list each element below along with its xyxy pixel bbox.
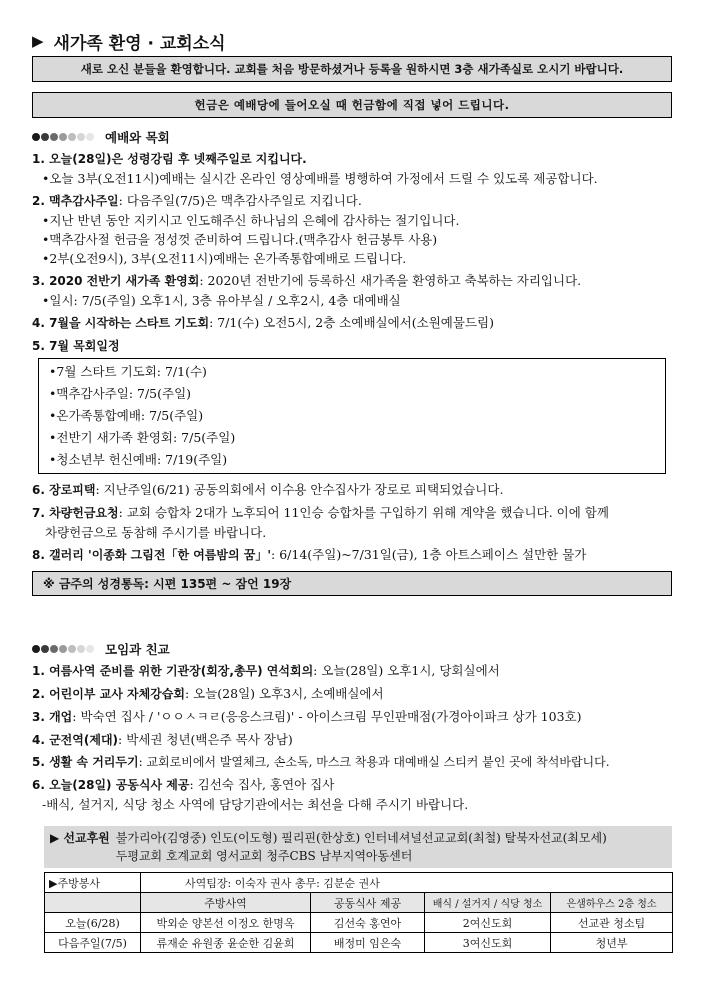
item-text: : 지난주일(6/21) 공동의회에서 이수용 안수집사가 장로로 피택되었습니다. xyxy=(95,482,504,497)
item-title: 2. 맥추감사주일 xyxy=(32,194,119,208)
mission-label: ▶ 선교후원 xyxy=(50,831,110,845)
table-cell: 2여신도회 xyxy=(425,913,551,933)
item-title: 7. 차량헌금요청 xyxy=(32,506,119,520)
item-text: : 김선숙 집사, 홍연아 집사 xyxy=(189,777,335,792)
worship-item-3 xyxy=(32,271,672,291)
item-text: : 박숙연 집사 / 'ㅇㅇㅅㅋㄹ(응응스크림)' - 아이스크림 무인판매점(가경아이파크 상가 103호) xyxy=(72,709,582,724)
worship-item-2-sub: •지난 반년 동안 지키시고 인도해주신 하나님의 은혜에 감사하는 절기입니다. xyxy=(42,213,460,228)
table-cell: 김선숙 홍연아 xyxy=(311,913,425,933)
item-title: 4. 7월을 시작하는 스타트 기도회 xyxy=(32,316,210,330)
welcome-notice: 새로 오신 분들을 환영합니다. 교회를 처음 방문하셨거나 등록을 원하시면 3층 새가족실로 오시기 바랍니다. xyxy=(32,56,672,82)
column-header: 공동식사 제공 xyxy=(311,893,425,913)
item-title: 5. 7월 목회일정 xyxy=(32,339,120,353)
dot-icon xyxy=(59,645,67,653)
dot-icon xyxy=(77,133,85,141)
table-header-row xyxy=(45,893,673,913)
dot-icon xyxy=(77,645,85,653)
table-row xyxy=(45,873,673,893)
dot-icon xyxy=(59,133,67,141)
mission-line: 불가리아(김영중) 인도(이도형) 필리핀(한상호) 인터네셔널선교교회(최철) 탈북자선교(최모세) xyxy=(115,831,607,845)
dot-icon xyxy=(86,133,94,141)
item-title: 3. 2020 전반기 새가족 환영회 xyxy=(32,274,200,288)
item-title: 6. 오늘(28일) 공동식사 제공 xyxy=(32,778,190,792)
kitchen-leaders: 사역팀장: 이숙자 권사 총무: 김분순 권사 xyxy=(141,873,673,893)
offering-notice: 헌금은 예배당에 들어오실 때 헌금함에 직접 넣어 드립니다. xyxy=(32,92,672,118)
item-title: 6. 장로피택 xyxy=(32,483,96,497)
worship-heading xyxy=(32,128,672,146)
fellowship-note: -배식, 설거지, 식당 청소 사역에 담당기관에서는 최선을 다해 주시기 바랍니다. xyxy=(42,797,469,812)
dots-icon xyxy=(32,133,95,141)
worship-item-7 xyxy=(32,503,672,523)
table-cell: 류재순 유원종 윤순한 김윤희 xyxy=(141,933,311,953)
fellowship-item xyxy=(32,775,672,795)
fellowship-item xyxy=(32,707,672,727)
item-text: : 교회로비에서 발열체크, 손소독, 마스크 착용과 대예배실 스티커 붙인 곳에 착석바랍니다. xyxy=(138,755,610,769)
item-title: 2. 어린이부 교사 자체강습회 xyxy=(32,687,185,701)
dot-icon xyxy=(41,645,49,653)
worship-item-8 xyxy=(32,545,672,565)
worship-item-4 xyxy=(32,313,672,333)
fellowship-item xyxy=(32,730,672,750)
mission-line: 두평교회 호계교회 영서교회 청주CBS 남부지역아동센터 xyxy=(115,849,413,863)
bulletin-page xyxy=(32,28,672,953)
fellowship-heading-label: 모임과 친교 xyxy=(105,642,170,657)
page-title xyxy=(32,28,672,54)
worship-item-5 xyxy=(32,336,672,356)
fellowship-item xyxy=(32,661,672,681)
dot-icon xyxy=(68,645,76,653)
dot-icon xyxy=(32,645,40,653)
item-text: : 교회 승합차 2대가 노후되어 11인승 승합차를 구입하기 위해 계약을 했습니다. 이에 함께 xyxy=(118,505,609,520)
dot-icon xyxy=(50,133,58,141)
worship-item-1 xyxy=(32,149,672,169)
worship-item-6 xyxy=(32,480,672,500)
table-cell: 오늘(6/28) xyxy=(45,913,141,933)
table-row xyxy=(45,933,673,953)
item-title: 8. 갤러리 '이종화 그림전「한 여름밤의 꿈」' xyxy=(32,548,272,562)
worship-item-7-cont: 차량헌금으로 동참해 주시기를 바랍니다. xyxy=(45,525,267,540)
column-header: 배식 / 설거지 / 식당 청소 xyxy=(425,893,551,913)
worship-item-2-sub: •2부(오전9시), 3부(오전11시)예배는 온가족통합예배로 드립니다. xyxy=(42,251,407,266)
schedule-entry: •청소년부 헌신예배: 7/19(주일) xyxy=(49,452,228,467)
item-title: 1. 오늘(28일)은 성령강림 후 넷째주일로 지킵니다. xyxy=(32,152,307,166)
table-cell: 다음주일(7/5) xyxy=(45,933,141,953)
column-header: 주방사역 xyxy=(141,893,311,913)
schedule-entry: •7월 스타트 기도회: 7/1(수) xyxy=(49,364,207,379)
dot-icon xyxy=(86,645,94,653)
dot-icon xyxy=(41,133,49,141)
dot-icon xyxy=(68,133,76,141)
bible-reading-notice: ※ 금주의 성경통독: 시편 135편 ~ 잠언 19장 xyxy=(32,571,672,596)
worship-item-3-sub: •일시: 7/5(주일) 오후1시, 3층 유아부실 / 오후2시, 4층 대예배실 xyxy=(42,293,401,308)
item-title: 1. 여름사역 준비를 위한 기관장(회장,총무) 연석회의 xyxy=(32,664,314,678)
table-cell: 배정미 임은숙 xyxy=(311,933,425,953)
title-text: 새가족 환영 · 교회소식 xyxy=(53,33,226,54)
kitchen-label: ▶주방봉사 xyxy=(45,873,141,893)
table-cell: 3여신도회 xyxy=(425,933,551,953)
fellowship-item xyxy=(32,684,672,704)
worship-heading-label: 예배와 목회 xyxy=(105,130,170,145)
table-cell: 선교관 청소팀 xyxy=(551,913,673,933)
schedule-box xyxy=(38,358,666,474)
mission-support-box xyxy=(44,826,672,868)
triangle-right-icon: ▶ xyxy=(32,32,44,50)
item-text: : 다음주일(7/5)은 맥추감사주일로 지킵니다. xyxy=(118,193,362,208)
schedule-entry: •전반기 새가족 환영회: 7/5(주일) xyxy=(49,430,236,445)
dot-icon xyxy=(32,133,40,141)
fellowship-heading xyxy=(32,640,672,658)
table-cell: 청년부 xyxy=(551,933,673,953)
item-text: : 7/1(수) 오전5시, 2층 소예배실에서(소원예물드림) xyxy=(209,315,494,330)
worship-item-2-sub: •맥추감사절 헌금을 정성껏 준비하여 드립니다.(맥추감사 헌금봉투 사용) xyxy=(42,232,438,247)
item-text: : 오늘(28일) 오후3시, 소예배실에서 xyxy=(184,686,384,701)
item-text: : 박세권 청년(백은주 목사 장남) xyxy=(118,732,293,747)
item-title: 3. 개업 xyxy=(32,710,73,724)
table-cell: 박외순 양본선 이정오 한명옥 xyxy=(141,913,311,933)
worship-item-2 xyxy=(32,191,672,211)
dot-icon xyxy=(50,645,58,653)
schedule-entry: •온가족통합예배: 7/5(주일) xyxy=(49,408,204,423)
worship-item-1-sub: •오늘 3부(오전11시)예배는 실시간 온라인 영상예배를 병행하여 가정에서 드릴 수 있도록 제공합니다. xyxy=(42,171,598,186)
column-header xyxy=(45,893,141,913)
item-text: : 오늘(28일) 오후1시, 당회실에서 xyxy=(313,663,500,678)
fellowship-item xyxy=(32,753,672,772)
schedule-entry: •맥추감사주일: 7/5(주일) xyxy=(49,386,192,401)
item-title: 5. 생활 속 거리두기 xyxy=(32,755,139,769)
column-header: 은샘하우스 2층 청소 xyxy=(551,893,673,913)
table-row xyxy=(45,913,673,933)
kitchen-service-table xyxy=(44,872,673,953)
dots-icon xyxy=(32,645,95,653)
item-title: 4. 군전역(제대) xyxy=(32,733,119,747)
item-text: : 2020년 전반기에 등록하신 새가족을 환영하고 축복하는 자리입니다. xyxy=(199,273,582,288)
item-text: : 6/14(주일)~7/31일(금), 1층 아트스페이스 설만한 물가 xyxy=(271,547,587,562)
